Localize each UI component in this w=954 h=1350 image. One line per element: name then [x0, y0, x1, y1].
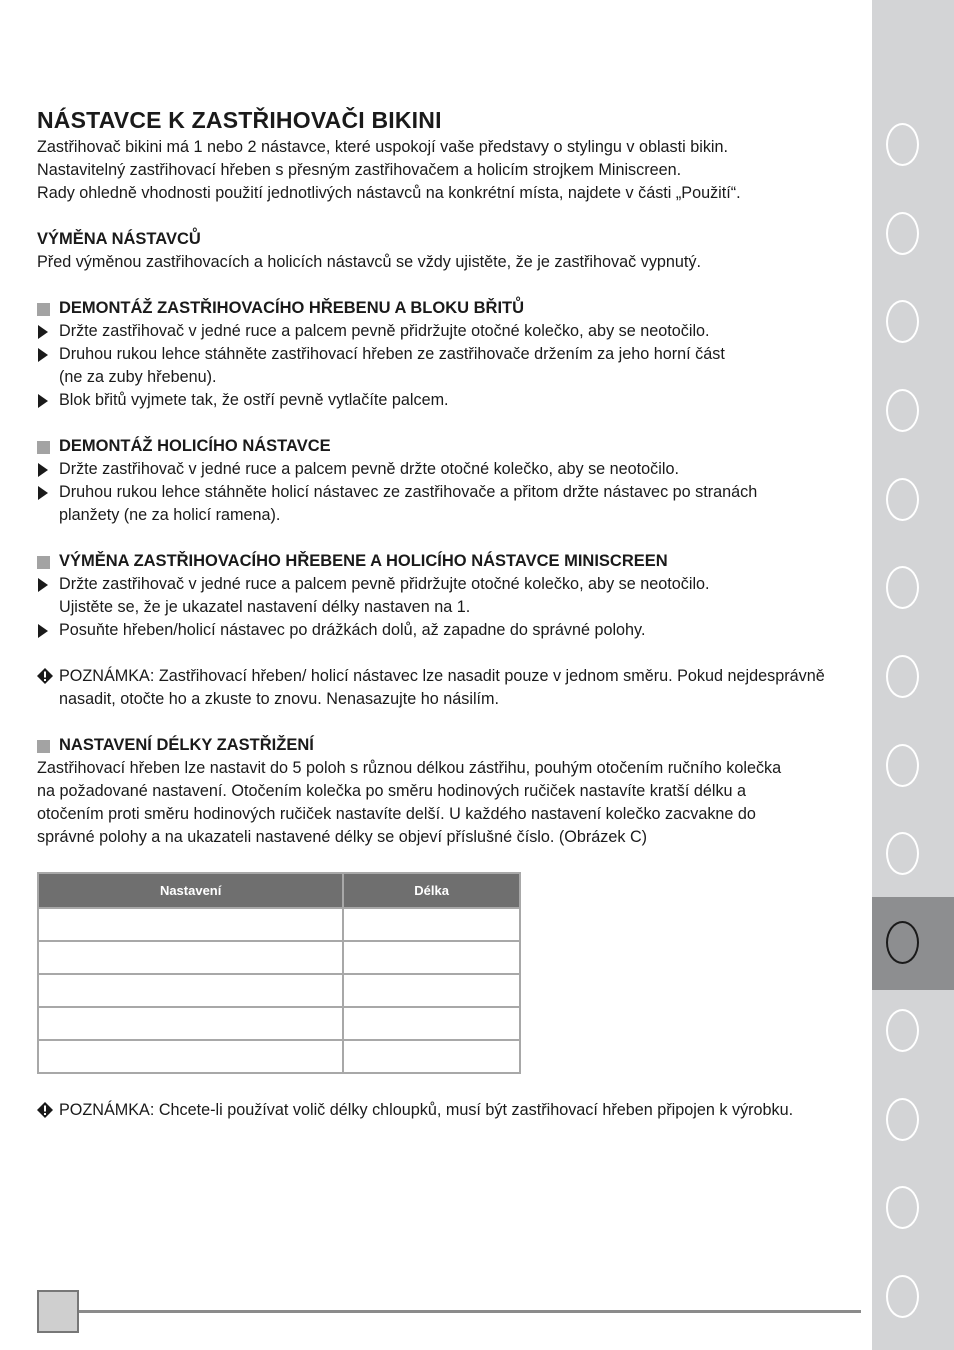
- table-row: [38, 1040, 520, 1073]
- arrow-bullet-icon: [38, 348, 48, 362]
- length-line-2: na požadované nastavení. Otočením kolečka po směru hodinových ručiček nastavíte kratší délku a: [37, 782, 747, 800]
- arrow-bullet-icon: [38, 325, 48, 339]
- arrow-bullet-icon: [38, 624, 48, 638]
- language-tab-icon[interactable]: [886, 478, 919, 521]
- section-heading-disassembly-shaver: DEMONTÁŽ HOLICÍHO NÁSTAVCE: [37, 435, 862, 458]
- footer-rule: [79, 1310, 861, 1313]
- language-tab-icon[interactable]: [886, 1098, 919, 1141]
- intro-line-3: Rady ohledně vhodnosti použití jednotlivých nástavců na konkrétní místa, najdete v části „Použití“.: [37, 184, 741, 202]
- table-header-length: Délka: [343, 873, 520, 908]
- list-item: Posuňte hřeben/holicí nástavec po drážkách dolů, až zapadne do správné polohy.: [37, 619, 862, 642]
- arrow-bullet-icon: [38, 394, 48, 408]
- language-tab-icon[interactable]: [886, 1186, 919, 1229]
- table-row: [38, 908, 520, 941]
- language-tab-icon[interactable]: [886, 655, 919, 698]
- square-bullet-icon: [37, 740, 50, 753]
- table-row: [38, 1007, 520, 1040]
- list-item: Druhou rukou lehce stáhněte zastřihovací hřeben ze zastřihovače držením za jeho horní část (ne za zuby hřebenu).: [37, 343, 862, 389]
- intro-line-1: Zastřihovač bikini má 1 nebo 2 nástavce, které uspokojí vaše představy o stylingu v oblasti bikin.: [37, 138, 729, 156]
- arrow-bullet-icon: [38, 578, 48, 592]
- section-heading-disassembly-comb: DEMONTÁŽ ZASTŘIHOVACÍHO HŘEBENU A BLOKU BŘITŮ: [37, 297, 862, 320]
- table-header-setting: Nastavení: [38, 873, 343, 908]
- square-bullet-icon: [37, 556, 50, 569]
- warning-diamond-icon: [37, 1102, 53, 1118]
- warning-diamond-icon: [37, 668, 53, 684]
- list-item: Držte zastřihovač v jedné ruce a palcem pevně přidržujte otočné kolečko, aby se neotočilo. Ujistěte se, že je ukazatel nastavení délky nastaven na 1.: [37, 573, 862, 619]
- language-tab-icon[interactable]: [886, 1275, 919, 1318]
- length-line-4: správné polohy a na ukazateli nastavené délky se objeví příslušné číslo. (Obrázek C): [37, 828, 648, 846]
- square-bullet-icon: [37, 303, 50, 316]
- table-row: [38, 941, 520, 974]
- length-line-1: Zastřihovací hřeben lze nastavit do 5 poloh s různou délkou zástřihu, pouhým otočením ručního kolečka: [37, 759, 782, 777]
- section-heading-length: NASTAVENÍ DÉLKY ZASTŘIŽENÍ: [37, 734, 862, 757]
- language-tab-icon[interactable]: [886, 1009, 919, 1052]
- list-item: Blok břitů vyjmete tak, že ostří pevně vytlačíte palcem.: [37, 389, 862, 412]
- section-heading-replace-miniscreen: VÝMĚNA ZASTŘIHOVACÍHO HŘEBENE A HOLICÍHO NÁSTAVCE MINISCREEN: [37, 550, 862, 573]
- language-tab-icon-active[interactable]: [886, 921, 919, 964]
- language-tab-icon[interactable]: [886, 300, 919, 343]
- page-content: [37, 104, 862, 849]
- language-tab-icon[interactable]: [886, 389, 919, 432]
- list-item: Držte zastřihovač v jedné ruce a palcem pevně přidržujte otočné kolečko, aby se neotočilo.: [37, 320, 862, 343]
- intro-line-2: Nastavitelný zastřihovací hřeben s přesným zastřihovačem a holicím strojkem Miniscreen.: [37, 161, 682, 179]
- list-item: Držte zastřihovač v jedné ruce a palcem pevně držte otočné kolečko, aby se neotočilo.: [37, 458, 862, 481]
- language-tab-icon[interactable]: [886, 566, 919, 609]
- language-tab-icon[interactable]: [886, 832, 919, 875]
- exchange-text: Před výměnou zastřihovacích a holicích nástavců se vždy ujistěte, že je zastřihovač vypnutý.: [37, 253, 702, 271]
- length-table: [37, 872, 521, 1074]
- note-length-selector: POZNÁMKA: Chcete-li používat volič délky chloupků, musí být zastřihovací hřeben připojen k výrobku.: [37, 1099, 889, 1122]
- list-item: Druhou rukou lehce stáhněte holicí nástavec ze zastřihovače a přitom držte nástavec po stranách planžety (ne za holicí ramena).: [37, 481, 862, 527]
- arrow-bullet-icon: [38, 486, 48, 500]
- arrow-bullet-icon: [38, 463, 48, 477]
- language-tab-icon[interactable]: [886, 212, 919, 255]
- page-number-box: [37, 1290, 79, 1333]
- exchange-heading: VÝMĚNA NÁSTAVCŮ: [37, 230, 201, 248]
- language-tab-sidebar: [872, 0, 954, 1350]
- language-tab-icon[interactable]: [886, 744, 919, 787]
- table-row: [38, 974, 520, 1007]
- square-bullet-icon: [37, 441, 50, 454]
- language-tab-icon[interactable]: [886, 123, 919, 166]
- note-attachment: POZNÁMKA: Zastřihovací hřeben/ holicí nástavec lze nasadit pouze v jednom směru. Pokud nejdesprávně nasadit, otočte ho a zkuste to znovu. Nenasazujte ho násilím.: [37, 665, 862, 711]
- page-title: NÁSTAVCE K ZASTŘIHOVAČI BIKINI: [37, 107, 442, 133]
- length-line-3: otočením proti směru hodinových ručiček nastavíte delší. U každého nastavení kolečko zacvakne do: [37, 805, 756, 823]
